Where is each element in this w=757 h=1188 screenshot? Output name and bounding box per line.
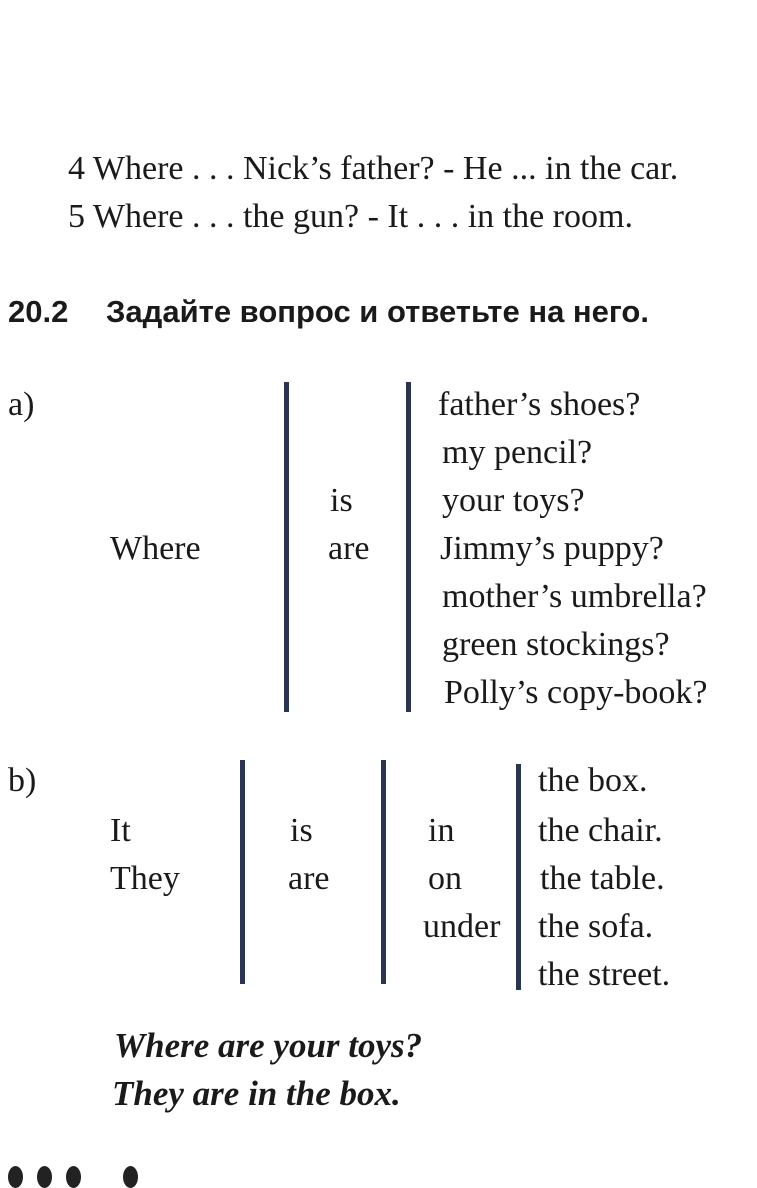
example-question: Where are your toys? — [114, 1026, 423, 1065]
section-number: 20.2 — [8, 294, 69, 329]
table-a-divider-2 — [406, 382, 411, 712]
cropped-next-heading — [8, 1166, 138, 1180]
exercise-line-5: 5 Where . . . the gun? - It . . . in the room. — [68, 198, 633, 235]
list-item: the table. — [540, 860, 665, 897]
list-item: green stockings? — [442, 626, 670, 663]
list-item: the box. — [538, 762, 648, 799]
example-answer: They are in the box. — [112, 1074, 401, 1113]
table-b-prep-under: under — [423, 908, 501, 945]
table-b-verb-are: are — [288, 860, 330, 897]
list-item: the street. — [538, 956, 671, 993]
list-item: my pencil? — [442, 434, 593, 471]
list-item: mother’s umbrella? — [442, 578, 707, 615]
table-a-where: Where — [110, 530, 201, 567]
list-item: father’s shoes? — [438, 386, 641, 423]
table-b-prep-on: on — [428, 860, 462, 897]
table-b-verb-is: is — [290, 812, 313, 849]
table-b-pronoun-it: It — [110, 812, 131, 849]
table-b-divider-2 — [381, 760, 386, 984]
table-a-verb-is: is — [330, 482, 353, 519]
table-a-verb-are: are — [328, 530, 370, 567]
table-b-prep-in: in — [428, 812, 455, 849]
list-item: Polly’s copy-book? — [444, 674, 708, 711]
list-item: Jimmy’s puppy? — [440, 530, 664, 567]
table-a-divider-1 — [284, 382, 289, 712]
table-a-label: a) — [8, 386, 35, 423]
table-b-divider-1 — [240, 760, 245, 984]
section-instruction: Задайте вопрос и ответьте на него. — [106, 294, 649, 329]
list-item: the sofa. — [538, 908, 654, 945]
exercise-line-4: 4 Where . . . Nick’s father? - He ... in the car. — [68, 150, 679, 187]
table-b-pronoun-they: They — [110, 860, 180, 897]
list-item: the chair. — [538, 812, 663, 849]
table-b-label: b) — [8, 762, 37, 799]
table-b-divider-3 — [516, 764, 521, 990]
list-item: your toys? — [442, 482, 585, 519]
